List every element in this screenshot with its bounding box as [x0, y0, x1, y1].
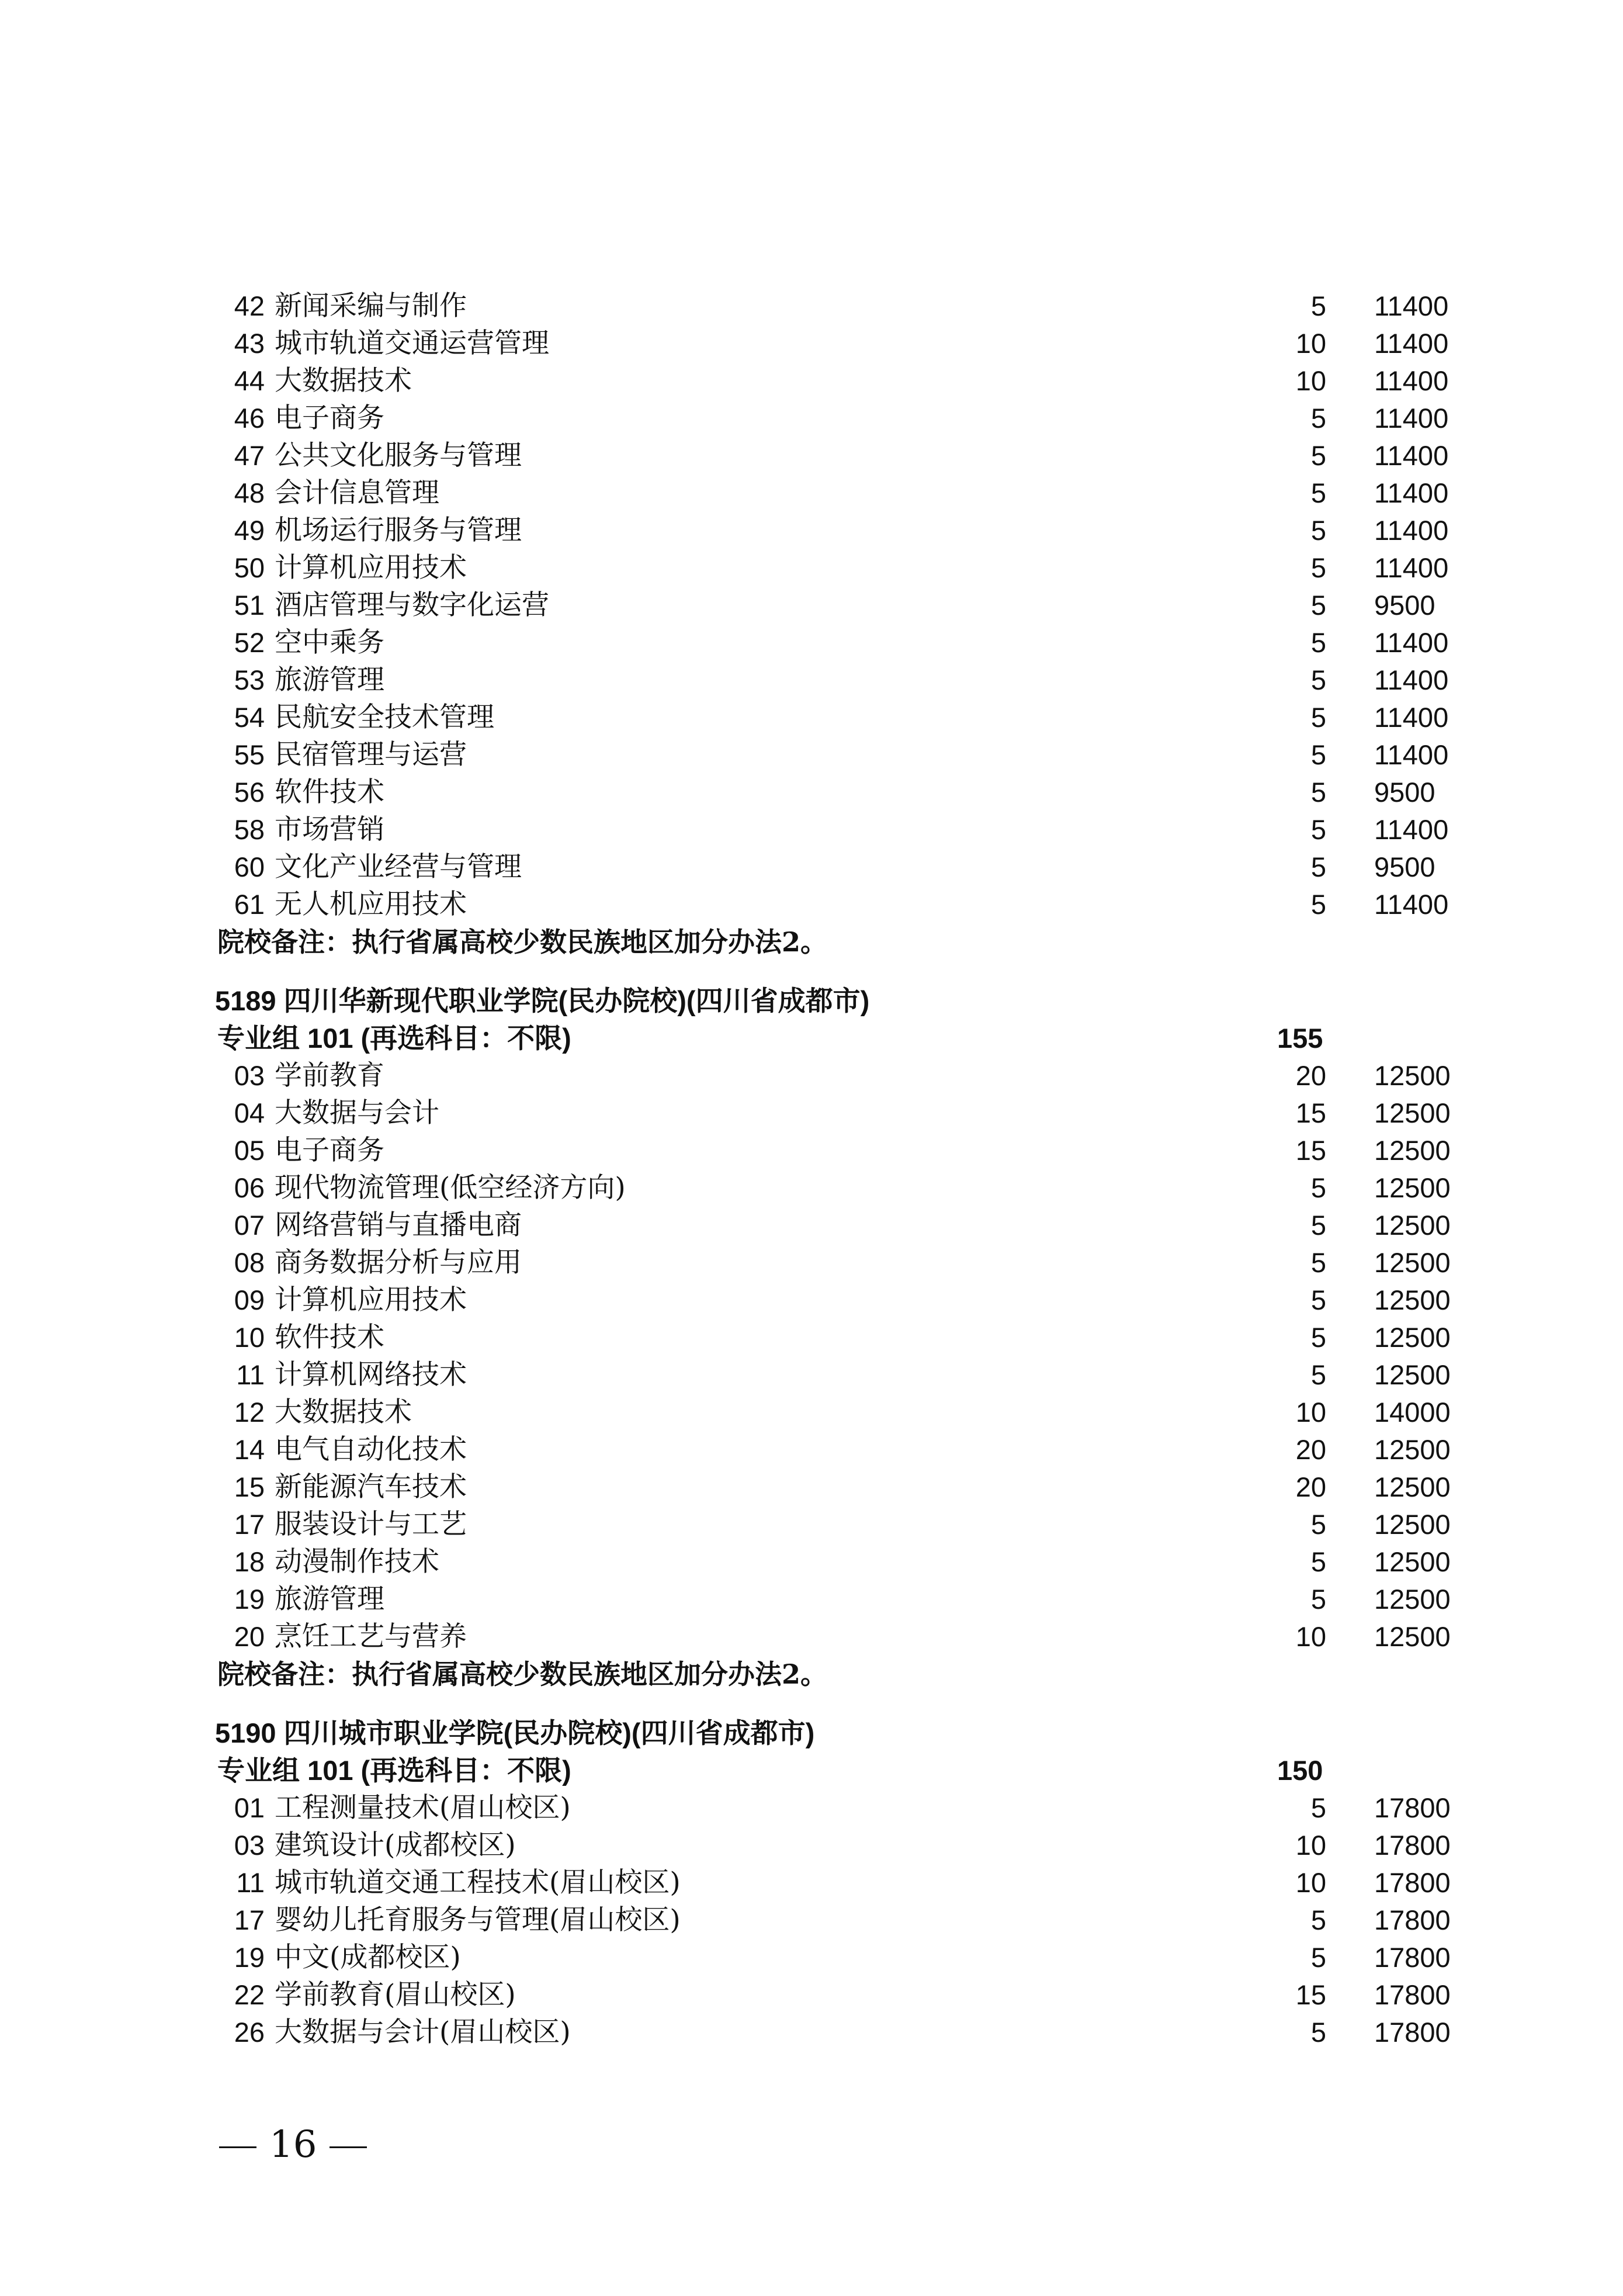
program-row: [0, 400, 1623, 437]
program-fee: 12500: [1374, 1322, 1451, 1353]
program-code: 52: [234, 627, 265, 658]
program-fee: 11400: [1374, 515, 1449, 546]
program-count: 5: [1310, 2017, 1326, 2048]
program-fee: 11400: [1374, 440, 1449, 471]
enrollment-plan-list: [0, 288, 1623, 2051]
program-fee: 11400: [1374, 552, 1449, 583]
program-name: 新能源汽车技术: [275, 1471, 467, 1503]
program-name: 旅游管理: [275, 1583, 384, 1615]
school-header-row: [0, 982, 1623, 1020]
program-row: [0, 1095, 1623, 1132]
program-fee: 9500: [1374, 851, 1435, 882]
program-name: 学前教育(眉山校区): [275, 1979, 516, 2011]
program-fee: 14000: [1374, 1397, 1451, 1428]
program-row: [0, 774, 1623, 811]
program-count: 10: [1295, 1830, 1326, 1861]
program-code: 22: [234, 1979, 265, 2010]
program-row: [0, 1864, 1623, 1902]
program-fee: 12500: [1374, 1509, 1451, 1540]
program-code: 46: [234, 403, 265, 434]
program-count: 5: [1310, 515, 1326, 546]
program-fee: 11400: [1374, 702, 1449, 733]
program-count: 10: [1295, 1867, 1326, 1898]
program-count: 5: [1310, 1584, 1326, 1615]
program-code: 19: [234, 1942, 265, 1973]
program-row: [0, 288, 1623, 325]
program-name: 会计信息管理: [275, 477, 439, 509]
program-code: 04: [234, 1097, 265, 1128]
program-name: 民航安全技术管理: [275, 701, 494, 733]
program-fee: 11400: [1374, 627, 1449, 658]
program-fee: 11400: [1374, 477, 1449, 508]
program-fee: 11400: [1374, 365, 1449, 396]
program-fee: 11400: [1374, 814, 1449, 845]
program-count: 20: [1295, 1471, 1326, 1502]
school-title: 5190 四川城市职业学院(民办院校)(四川省成都市): [215, 1717, 815, 1748]
group-header-row: [0, 1020, 1623, 1057]
program-count: 10: [1295, 1397, 1326, 1428]
program-code: 03: [234, 1060, 265, 1091]
program-row: [0, 1169, 1623, 1207]
program-row: [0, 2014, 1623, 2051]
program-code: 05: [234, 1135, 265, 1166]
program-fee: 12500: [1374, 1359, 1451, 1390]
program-name: 现代物流管理(低空经济方向): [275, 1172, 626, 1204]
program-count: 10: [1295, 328, 1326, 359]
program-fee: 17800: [1374, 1979, 1451, 2010]
program-count: 5: [1310, 1942, 1326, 1973]
program-code: 01: [234, 1792, 265, 1823]
school-note: 院校备注：执行省属高校少数民族地区加分办法2。: [217, 1658, 828, 1690]
program-row: [0, 1057, 1623, 1095]
section-gap: [0, 961, 1623, 982]
program-count: 20: [1295, 1060, 1326, 1091]
program-fee: 12500: [1374, 1135, 1451, 1166]
program-fee: 11400: [1374, 889, 1449, 920]
program-name: 机场运行服务与管理: [275, 514, 522, 546]
program-list: [0, 1789, 1623, 2051]
program-fee: 12500: [1374, 1097, 1451, 1128]
program-code: 03: [234, 1830, 265, 1861]
program-code: 44: [234, 365, 265, 396]
program-fee: 12500: [1374, 1284, 1451, 1315]
program-code: 09: [234, 1284, 265, 1315]
program-name: 中文(成都校区): [275, 1941, 461, 1973]
program-count: 10: [1295, 365, 1326, 396]
program-count: 5: [1310, 627, 1326, 658]
program-row: [0, 1394, 1623, 1431]
group-total: 155: [1277, 1023, 1323, 1054]
program-name: 民宿管理与运营: [275, 739, 467, 771]
program-name: 电子商务: [275, 402, 384, 434]
program-fee: 17800: [1374, 1792, 1451, 1823]
program-row: [0, 1356, 1623, 1394]
program-code: 17: [234, 1509, 265, 1540]
program-name: 工程测量技术(眉山校区): [275, 1792, 571, 1824]
page-footer: [219, 2121, 367, 2168]
program-row: [0, 1319, 1623, 1356]
program-row: [0, 1581, 1623, 1618]
program-count: 5: [1310, 1904, 1326, 1935]
program-fee: 9500: [1374, 777, 1435, 808]
program-name: 新闻采编与制作: [275, 290, 467, 322]
page-number: 16: [269, 2123, 317, 2166]
program-count: 5: [1310, 664, 1326, 695]
program-code: 17: [234, 1904, 265, 1935]
program-code: 10: [234, 1322, 265, 1353]
program-row: [0, 1789, 1623, 1827]
program-name: 城市轨道交通工程技术(眉山校区): [275, 1866, 681, 1899]
program-name: 大数据与会计: [275, 1097, 439, 1129]
program-row: [0, 1207, 1623, 1244]
program-row: [0, 1469, 1623, 1506]
program-fee: 9500: [1374, 590, 1435, 621]
group-header-row: [0, 1752, 1623, 1789]
program-count: 5: [1310, 552, 1326, 583]
group-label: 专业组 101 (再选科目：不限): [217, 1755, 571, 1786]
program-count: 5: [1310, 1247, 1326, 1278]
program-code: 61: [234, 889, 265, 920]
program-row: [0, 1244, 1623, 1282]
program-code: 48: [234, 477, 265, 508]
program-row: [0, 1543, 1623, 1581]
program-code: 11: [236, 1359, 265, 1390]
program-name: 计算机网络技术: [275, 1359, 467, 1391]
program-count: 5: [1310, 702, 1326, 733]
program-fee: 11400: [1374, 739, 1449, 770]
program-fee: 12500: [1374, 1621, 1451, 1652]
program-count: 5: [1310, 1284, 1326, 1315]
program-name: 市场营销: [275, 813, 384, 846]
program-count: 5: [1310, 851, 1326, 882]
program-code: 26: [234, 2017, 265, 2048]
program-name: 婴幼儿托育服务与管理(眉山校区): [275, 1904, 681, 1936]
program-name: 旅游管理: [275, 664, 384, 696]
group-total: 150: [1277, 1755, 1323, 1786]
program-name: 大数据技术: [275, 365, 412, 397]
program-fee: 12500: [1374, 1434, 1451, 1465]
program-count: 5: [1310, 590, 1326, 621]
program-code: 49: [234, 515, 265, 546]
section-school-5190: [0, 1715, 1623, 2051]
program-row: [0, 475, 1623, 512]
school-note-row: [0, 1656, 1623, 1693]
program-fee: 17800: [1374, 1942, 1451, 1973]
program-count: 5: [1310, 1546, 1326, 1577]
program-code: 58: [234, 814, 265, 845]
program-count: 5: [1310, 1210, 1326, 1241]
program-row: [0, 1976, 1623, 2014]
program-code: 42: [234, 290, 265, 321]
program-fee: 12500: [1374, 1172, 1451, 1203]
school-header-row: [0, 1715, 1623, 1752]
program-name: 烹饪工艺与营养: [275, 1620, 467, 1653]
program-row: [0, 886, 1623, 923]
program-fee: 17800: [1374, 2017, 1451, 2048]
program-code: 56: [234, 777, 265, 808]
program-code: 55: [234, 739, 265, 770]
program-fee: 11400: [1374, 664, 1449, 695]
program-code: 07: [234, 1210, 265, 1241]
program-row: [0, 699, 1623, 736]
program-name: 软件技术: [275, 776, 384, 808]
program-row: [0, 362, 1623, 400]
program-fee: 17800: [1374, 1867, 1451, 1898]
program-row: [0, 512, 1623, 549]
program-count: 5: [1310, 1172, 1326, 1203]
program-count: 5: [1310, 1792, 1326, 1823]
program-count: 5: [1310, 1509, 1326, 1540]
program-row: [0, 1132, 1623, 1169]
program-name: 城市轨道交通运营管理: [275, 327, 549, 359]
program-row: [0, 1827, 1623, 1864]
program-fee: 12500: [1374, 1060, 1451, 1091]
program-code: 20: [234, 1621, 265, 1652]
program-name: 文化产业经营与管理: [275, 851, 522, 883]
program-name: 网络营销与直播电商: [275, 1209, 522, 1241]
program-code: 15: [234, 1471, 265, 1502]
school-title: 5189 四川华新现代职业学院(民办院校)(四川省成都市): [215, 985, 870, 1016]
program-name: 大数据与会计(眉山校区): [275, 2016, 571, 2048]
program-row: [0, 549, 1623, 587]
section-gap: [0, 1693, 1623, 1715]
program-name: 服装设计与工艺: [275, 1508, 467, 1540]
program-fee: 12500: [1374, 1471, 1451, 1502]
program-row: [0, 849, 1623, 886]
program-code: 14: [234, 1434, 265, 1465]
program-code: 08: [234, 1247, 265, 1278]
program-code: 53: [234, 664, 265, 695]
program-fee: 12500: [1374, 1546, 1451, 1577]
footer-dash-left: [219, 2146, 256, 2148]
program-fee: 12500: [1374, 1247, 1451, 1278]
program-code: 50: [234, 552, 265, 583]
program-code: 51: [234, 590, 265, 621]
program-name: 计算机应用技术: [275, 1284, 467, 1316]
program-count: 5: [1310, 814, 1326, 845]
program-code: 54: [234, 702, 265, 733]
program-row: [0, 736, 1623, 774]
program-row: [0, 624, 1623, 662]
program-name: 软件技术: [275, 1321, 384, 1353]
footer-dash-right: [330, 2146, 367, 2148]
section-continued-programs: [0, 288, 1623, 961]
program-fee: 17800: [1374, 1904, 1451, 1935]
program-name: 酒店管理与数字化运营: [275, 589, 549, 621]
program-count: 5: [1310, 777, 1326, 808]
group-label: 专业组 101 (再选科目：不限): [217, 1023, 571, 1054]
program-count: 5: [1310, 403, 1326, 434]
program-name: 大数据技术: [275, 1396, 412, 1428]
school-note: 院校备注：执行省属高校少数民族地区加分办法2。: [217, 926, 828, 958]
program-row: [0, 1902, 1623, 1939]
program-fee: 17800: [1374, 1830, 1451, 1861]
program-name: 电子商务: [275, 1134, 384, 1166]
program-row: [0, 811, 1623, 849]
program-name: 公共文化服务与管理: [275, 439, 522, 472]
program-fee: 12500: [1374, 1210, 1451, 1241]
program-name: 商务数据分析与应用: [275, 1246, 522, 1279]
section-school-5189: [0, 982, 1623, 1693]
program-code: 18: [234, 1546, 265, 1577]
program-fee: 11400: [1374, 403, 1449, 434]
program-name: 电气自动化技术: [275, 1433, 467, 1466]
program-count: 10: [1295, 1621, 1326, 1652]
program-row: [0, 325, 1623, 362]
program-code: 06: [234, 1172, 265, 1203]
program-row: [0, 1618, 1623, 1656]
program-list: [0, 288, 1623, 923]
program-code: 12: [234, 1397, 265, 1428]
school-note-row: [0, 923, 1623, 961]
program-name: 学前教育: [275, 1059, 384, 1092]
program-row: [0, 662, 1623, 699]
program-count: 5: [1310, 290, 1326, 321]
program-count: 5: [1310, 1359, 1326, 1390]
program-count: 20: [1295, 1434, 1326, 1465]
program-count: 15: [1295, 1135, 1326, 1166]
program-name: 空中乘务: [275, 626, 384, 659]
program-count: 15: [1295, 1097, 1326, 1128]
program-row: [0, 587, 1623, 624]
program-row: [0, 1939, 1623, 1976]
program-row: [0, 1282, 1623, 1319]
program-code: 47: [234, 440, 265, 471]
program-count: 5: [1310, 739, 1326, 770]
program-fee: 12500: [1374, 1584, 1451, 1615]
program-code: 60: [234, 851, 265, 882]
program-name: 无人机应用技术: [275, 888, 467, 920]
program-count: 5: [1310, 477, 1326, 508]
program-row: [0, 437, 1623, 475]
program-count: 15: [1295, 1979, 1326, 2010]
program-list: [0, 1057, 1623, 1656]
program-count: 5: [1310, 1322, 1326, 1353]
program-name: 动漫制作技术: [275, 1546, 439, 1578]
program-row: [0, 1506, 1623, 1543]
program-code: 11: [236, 1867, 265, 1898]
program-count: 5: [1310, 440, 1326, 471]
program-fee: 11400: [1374, 290, 1449, 321]
program-code: 43: [234, 328, 265, 359]
program-name: 计算机应用技术: [275, 552, 467, 584]
program-name: 建筑设计(成都校区): [275, 1829, 516, 1861]
program-row: [0, 1431, 1623, 1469]
program-count: 5: [1310, 889, 1326, 920]
program-code: 19: [234, 1584, 265, 1615]
program-fee: 11400: [1374, 328, 1449, 359]
